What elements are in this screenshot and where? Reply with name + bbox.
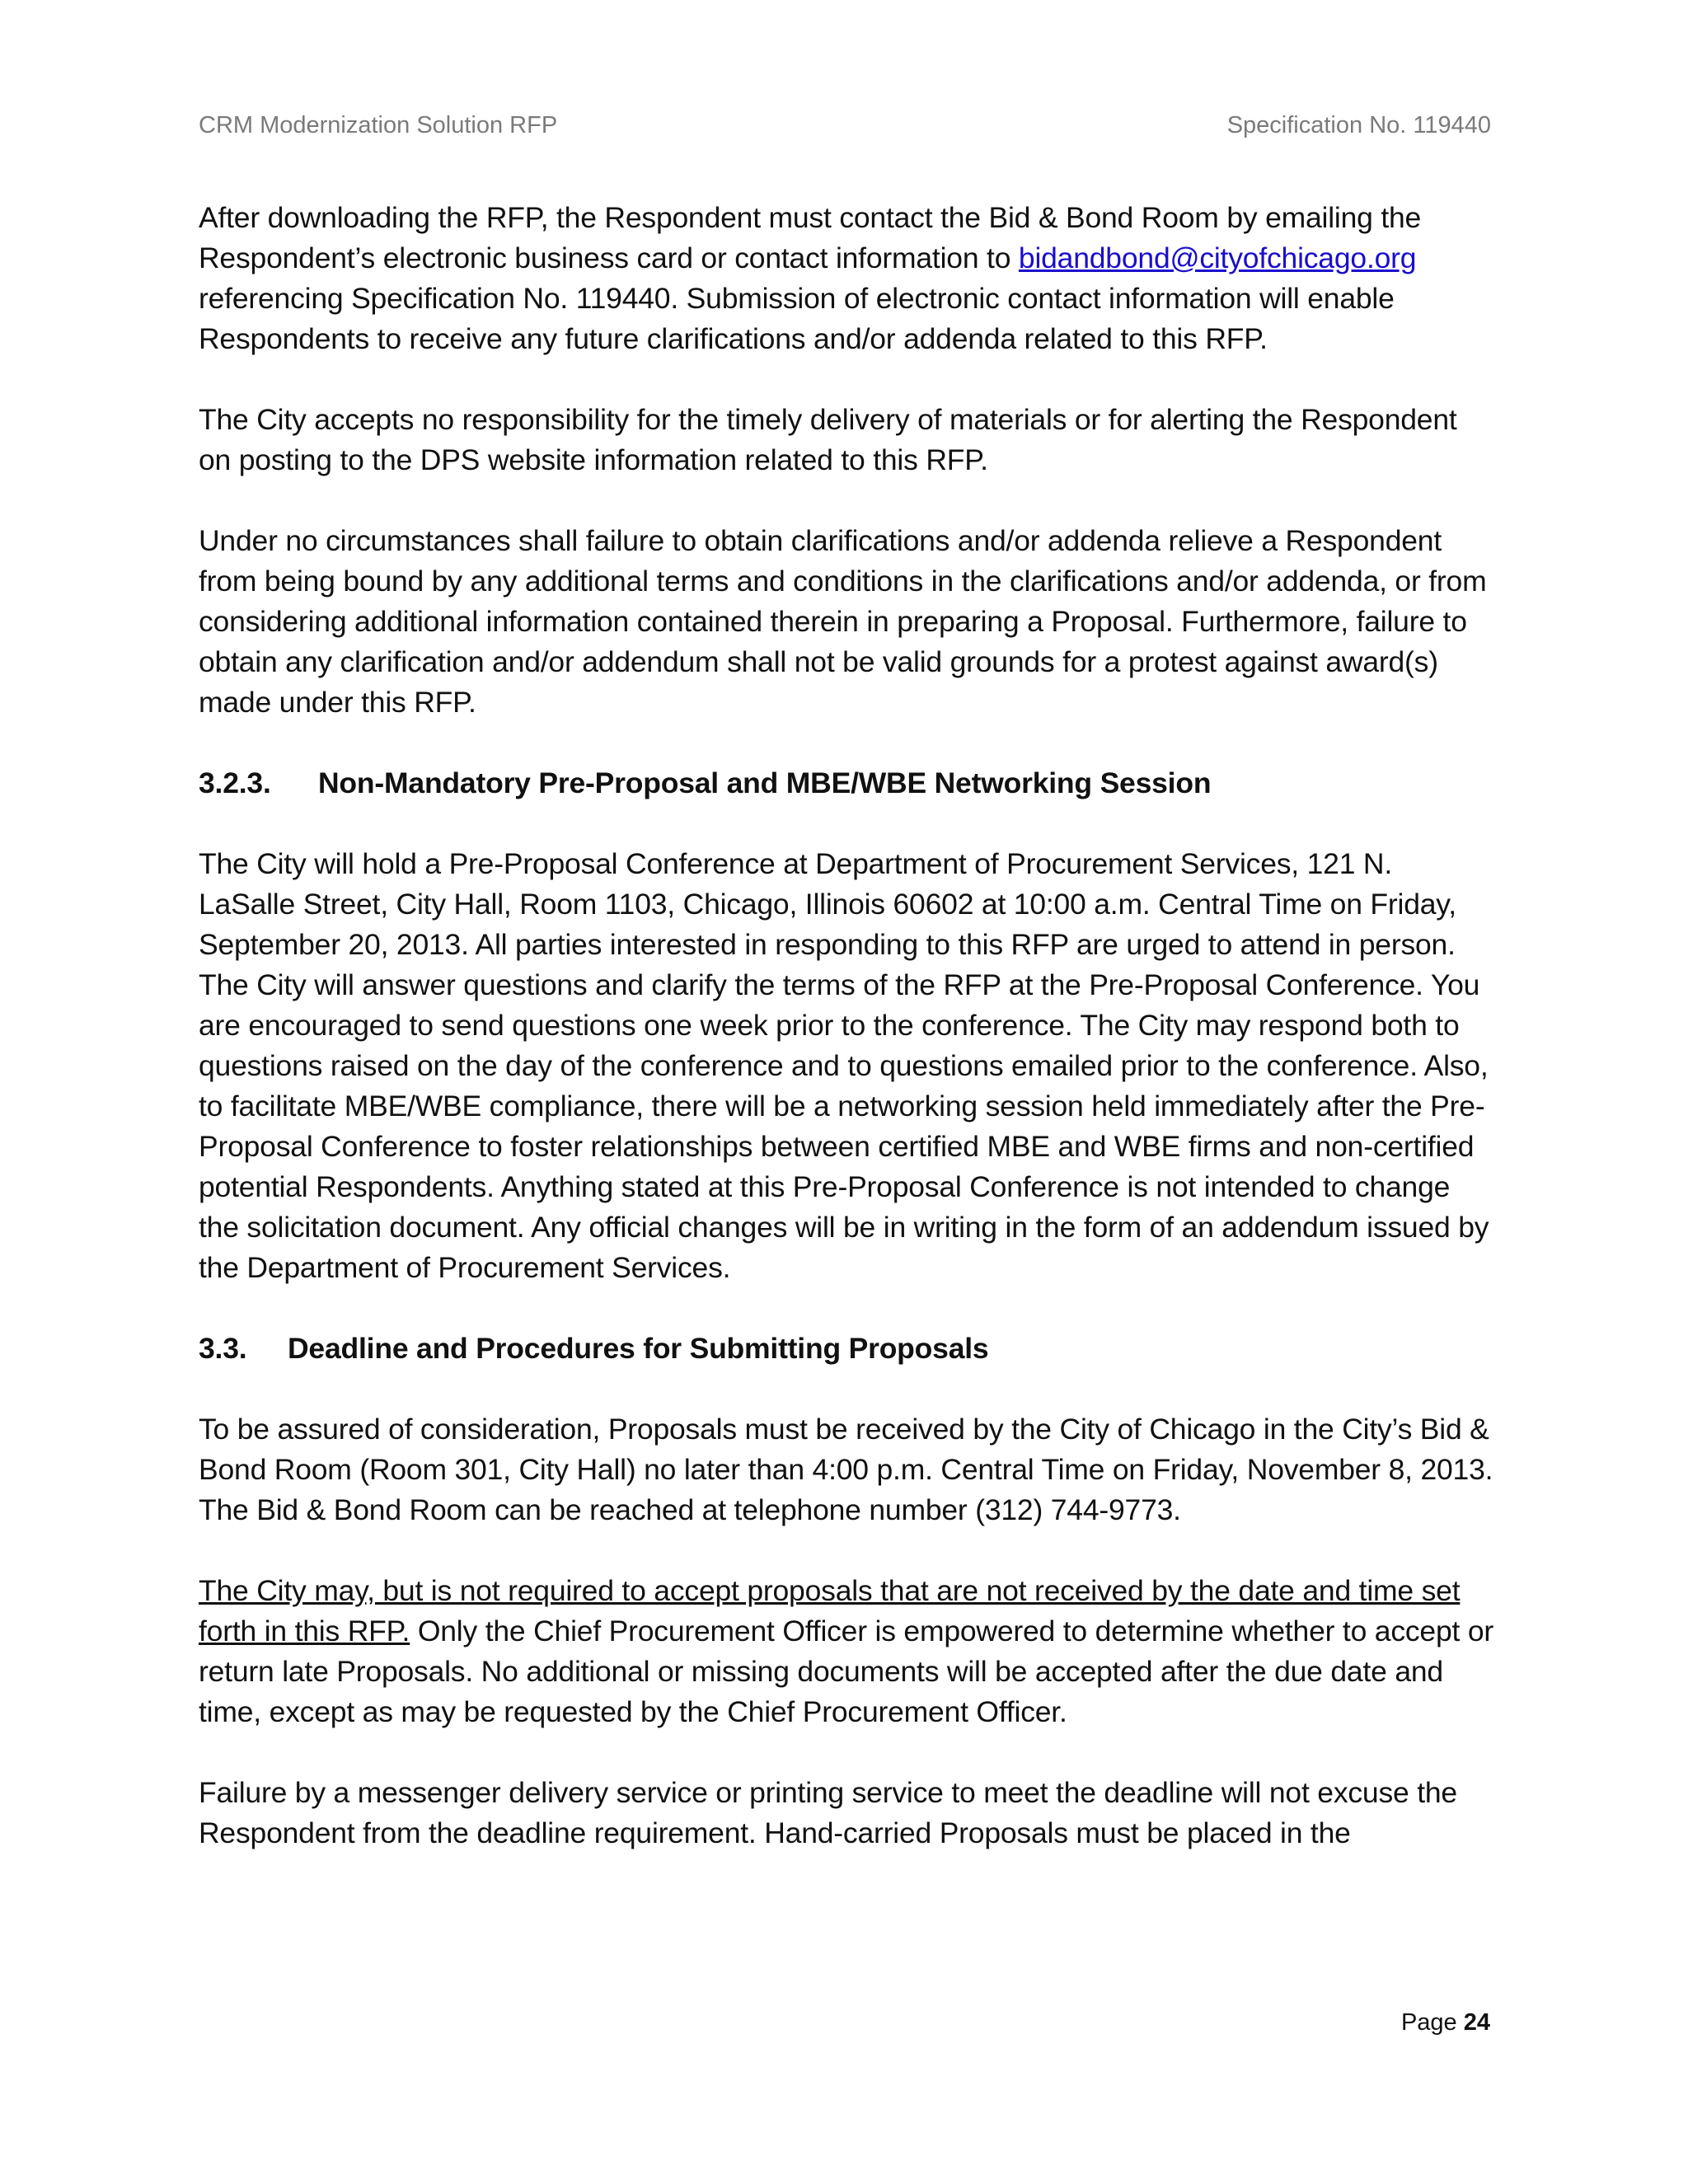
section-title: Deadline and Procedures for Submitting Proposals	[288, 1332, 989, 1365]
paragraph-pre-proposal-conference: The City will hold a Pre-Proposal Conference at Department of Procurement Services, 121 N. LaSalle Street, City Hall, Room 1103, Chicago, Illinois 60602 at 10:00 a.m. Central Time on Friday, September 20, 2013. All parties interested in responding to this RFP are urged to attend in person. The City will answer questions and clarify the terms of the RFP at the Pre-Proposal Conference. You are encouraged to send questions one week prior to the conference. The City may respond both to questions raised on the day of the conference and to questions emailed prior to the conference. Also, to facilitate MBE/WBE compliance, there will be a networking session held immediately after the Pre-Proposal Conference to foster relationships between certified MBE and WBE firms and non-certified potential Respondents. Anything stated at this Pre-Proposal Conference is not intended to change the solicitation document. Any official changes will be in writing in the form of an addendum issued by the Department of Procurement Services.	[199, 847, 1489, 1284]
page-footer	[1401, 2008, 1490, 2037]
document-body	[199, 198, 1494, 1894]
paragraph-text: referencing Specification No. 119440. Submission of electronic contact information will enable Respondents to receive any future clarifications and/or addenda related to this RFP.	[199, 282, 1395, 355]
section-heading-3-3	[199, 1329, 1494, 1369]
paragraph-no-responsibility: The City accepts no responsibility for the timely delivery of materials or for alerting the Respondent on posting to the DPS website information related to this RFP.	[199, 403, 1457, 476]
underlined-text: The City may, but is not required to accept proposals that are not received by the date and time set forth in this RFP.	[199, 1574, 1461, 1647]
section-number: 3.2.3.	[199, 766, 271, 799]
section-title: Non-Mandatory Pre-Proposal and MBE/WBE Networking Session	[318, 766, 1212, 799]
section-number: 3.3.	[199, 1332, 247, 1365]
header-document-title: CRM Modernization Solution RFP	[199, 112, 558, 138]
paragraph-contact-bid-bond	[199, 198, 1494, 359]
paragraph-clarifications: Under no circumstances shall failure to obtain clarifications and/or addenda relieve a Respondent from being bound by any additional terms and conditions in the clarifications and/or addenda, or from considering additional information contained therein in preparing a Proposal. Furthermore, failure to obtain any clarification and/or addendum shall not be valid grounds for a protest against award(s) made under this RFP.	[199, 524, 1487, 719]
page-label: Page	[1400, 2009, 1464, 2036]
paragraph-late-proposals	[199, 1571, 1494, 1732]
email-link[interactable]: bidandbond@cityofchicago.org	[1018, 241, 1417, 274]
header-specification-number: Specification No. 119440	[1226, 112, 1491, 138]
paragraph-text: Only the Chief Procurement Officer is empowered to determine whether to accept or return late Proposals. No additional or missing documents will be accepted after the due date and time, except as may be requested by the Chief Procurement Officer.	[199, 1615, 1494, 1728]
paragraph-text: After downloading the RFP, the Respondent must contact the Bid & Bond Room by emailing the Respondent’s electronic business card or contact information to	[199, 201, 1422, 274]
paragraph-deadline: To be assured of consideration, Proposals must be received by the City of Chicago in the City’s Bid & Bond Room (Room 301, City Hall) no later than 4:00 p.m. Central Time on Friday, November 8, 2013. The Bid & Bond Room can be reached at telephone number (312) 744-9773.	[199, 1413, 1493, 1526]
section-heading-3-2-3	[199, 763, 1494, 804]
paragraph-messenger-delivery: Failure by a messenger delivery service or printing service to meet the deadline will not excuse the Respondent from the deadline requirement. Hand-carried Proposals must be placed in the	[199, 1776, 1457, 1849]
page-number: 24	[1463, 2009, 1490, 2036]
page-header	[199, 110, 1491, 140]
